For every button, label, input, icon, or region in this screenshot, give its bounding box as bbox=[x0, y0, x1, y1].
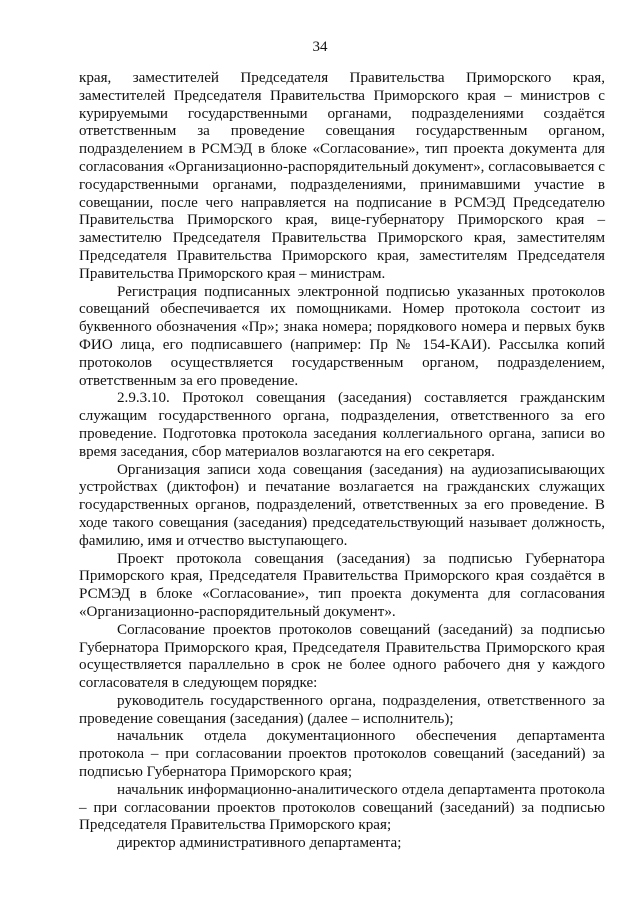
paragraph-approval-order: Согласование проектов протоколов совещаний (заседаний) за подписью Губернатора Приморского края, Председателя Правительства Приморского края осуществляется параллельно в срок не более одного рабочего дня у каждого согласователя в следующем порядке: bbox=[79, 621, 605, 692]
paragraph-draft-protocol: Проект протокола совещания (заседания) за подписью Губернатора Приморского края, Председателя Правительства Приморского края создаётся в РСМЭД в блоке «Согласование», тип проекта документа для согласования «Организационно-распорядительный документ». bbox=[79, 550, 605, 620]
list-item-executor: руководитель государственного органа, подразделения, ответственного за проведение совещания (заседания) (далее – исполнитель); bbox=[79, 692, 605, 727]
paragraph-2-9-3-10: 2.9.3.10. Протокол совещания (заседания) составляется гражданским служащим государственного органа, подразделения, ответственного за его проведение. Подготовка протокола заседания коллегиального органа, записи во время заседания, сбор материалов возлагаются на его секретаря. bbox=[79, 390, 605, 460]
list-item-admin-director: директор административного департамента; bbox=[117, 835, 402, 852]
paragraph-registration: Регистрация подписанных электронной подписью указанных протоколов совещаний обеспечивается их помощниками. Номер протокола состоит из буквенного обозначения «Пр»; знака номера; порядкового номера и первых букв ФИО лица, его подписавшего (например: Пр № 154-КАИ). Рассылка копий протоколов осуществляется государственным органом, подразделением, ответственным за его проведение. bbox=[79, 283, 605, 389]
paragraph-continuation: края, заместителей Председателя Правительства Приморского края, заместителей Председателя Правительства Приморского края – министров с курируемыми государственными органами, подразделениями создаётся ответственным за проведение совещания государственным органом, подразделением в РСМЭД в блоке «Согласование», тип проекта документа для согласования «Организационно-распорядительный документ», согласовывается с государственными органами, подразделениями, принимавшими участие в совещании, после чего направляется на подписание в РСМЭД Председателю Правительства Приморского края, вице-губернатору Приморского края – заместителю Председателя Правительства Приморского края, заместителям Председателя Правительства Приморского края, заместителям Председателя Правительства Приморского края – министрам. bbox=[79, 70, 605, 282]
paragraph-audio-recording: Организация записи хода совещания (заседания) на аудиозаписывающих устройствах (диктофон) и печатание возлагается на гражданских служащих государственных органов, подразделений, ответственных за его проведение. В ходе такого совещания (заседания) председательствующий называет должность, фамилию, имя и отчество выступающего. bbox=[79, 461, 605, 549]
page-number: 34 bbox=[312, 39, 328, 55]
list-item-analytics-head: начальник информационно-аналитического отдела департамента протокола – при согласовании проектов протоколов совещаний (заседаний) за подписью Председателя Правительства Приморского края; bbox=[79, 781, 605, 834]
list-item-documentation-head: начальник отдела документационного обеспечения департамента протокола – при согласовании проектов протоколов совещаний (заседаний) за подписью Губернатора Приморского края; bbox=[79, 728, 605, 781]
document-body bbox=[79, 70, 605, 853]
